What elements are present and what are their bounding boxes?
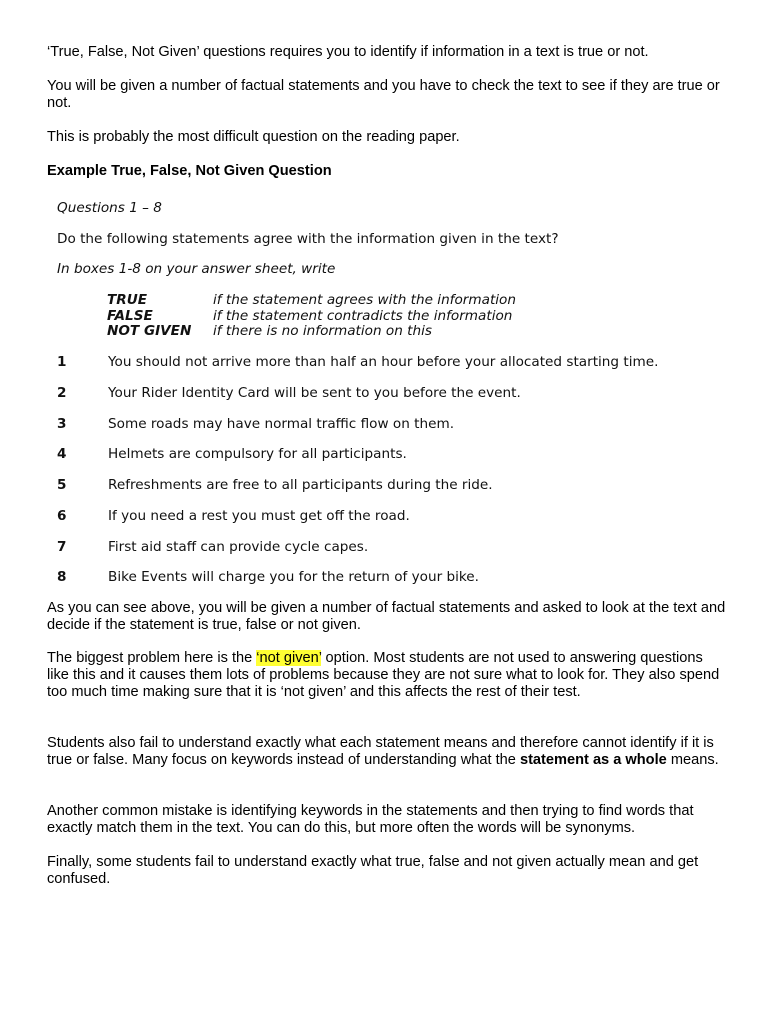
body-paragraph-3-start: Students also fail to understand exactly what each statement means and therefore cannot identify if it is true or false. Many focus on keywords instead of understanding what the (47, 735, 714, 768)
body-paragraph-2 (47, 650, 727, 701)
intro-paragraph-2: You will be given a number of factual statements and you have to check the text to see if they are true or not. (47, 78, 720, 111)
legend-label: NOT GIVEN (107, 323, 192, 339)
question-item (57, 446, 407, 462)
body-paragraph-3 (47, 735, 727, 769)
question-text: Refreshments are free to all participants during the ride. (108, 477, 493, 493)
intro-paragraph-3: This is probably the most difficult question on the reading paper. (47, 129, 460, 145)
question-number: 7 (57, 539, 67, 555)
question-text: If you need a rest you must get off the road. (108, 508, 410, 524)
question-text: You should not arrive more than half an hour before your allocated starting time. (108, 354, 659, 370)
question-text: Some roads may have normal traffic flow on them. (108, 416, 455, 432)
legend-label: TRUE (107, 292, 148, 308)
not-given-highlight: ‘not given’ (256, 650, 322, 666)
question-instruction: In boxes 1-8 on your answer sheet, write (57, 261, 336, 277)
question-item (57, 508, 410, 524)
question-text: Bike Events will charge you for the return of your bike. (108, 569, 479, 585)
question-number: 1 (57, 354, 67, 370)
body-paragraph-4: Another common mistake is identifying keywords in the statements and then trying to find words that exactly match them in the text. You can do this, but more often the words will be synonyms. (47, 803, 694, 836)
question-number: 6 (57, 508, 67, 524)
question-item (57, 354, 658, 370)
statement-as-whole-bold: statement as a whole (519, 752, 667, 768)
question-item (57, 385, 521, 401)
legend-desc: if there is no information on this (213, 323, 432, 339)
legend-label: FALSE (107, 308, 153, 324)
legend-row-false (107, 308, 512, 324)
legend-row-true (107, 292, 516, 308)
question-prompt: Do the following statements agree with the information given in the text? (57, 231, 559, 247)
question-text: Your Rider Identity Card will be sent to you before the event. (108, 385, 521, 401)
question-item (57, 416, 454, 432)
question-number: 3 (57, 416, 67, 432)
question-item (57, 569, 479, 585)
questions-range: Questions 1 – 8 (57, 200, 162, 216)
question-number: 5 (57, 477, 67, 493)
question-text: Helmets are compulsory for all participants. (108, 446, 407, 462)
example-heading: Example True, False, Not Given Question (47, 163, 332, 179)
question-number: 2 (57, 385, 67, 401)
legend-desc: if the statement contradicts the information (213, 308, 513, 324)
body-paragraph-2-start: The biggest problem here is the (47, 650, 257, 666)
intro-paragraph-1: ‘True, False, Not Given’ questions requires you to identify if information in a text is true or not. (47, 44, 649, 60)
question-number: 4 (57, 446, 67, 462)
question-text: First aid staff can provide cycle capes. (108, 539, 369, 555)
legend-row-not-given (107, 323, 432, 339)
legend-desc: if the statement agrees with the information (213, 292, 516, 308)
body-paragraph-2-end: option. Most students are not used to answering questions like this and it causes them lots of problems because they are not sure what to look for. They also spend too much time making sure that it is ‘not given’ and this affects the rest of their test. (47, 650, 720, 700)
question-item (57, 539, 368, 555)
body-paragraph-3-end: means. (666, 752, 719, 768)
question-number: 8 (57, 569, 67, 585)
question-example-image (57, 198, 677, 590)
question-item (57, 477, 493, 493)
body-paragraph-1: As you can see above, you will be given a number of factual statements and asked to look at the text and decide if the statement is true, false or not given. (47, 600, 726, 633)
body-paragraph-5: Finally, some students fail to understand exactly what true, false and not given actually mean and get confused. (47, 854, 699, 887)
